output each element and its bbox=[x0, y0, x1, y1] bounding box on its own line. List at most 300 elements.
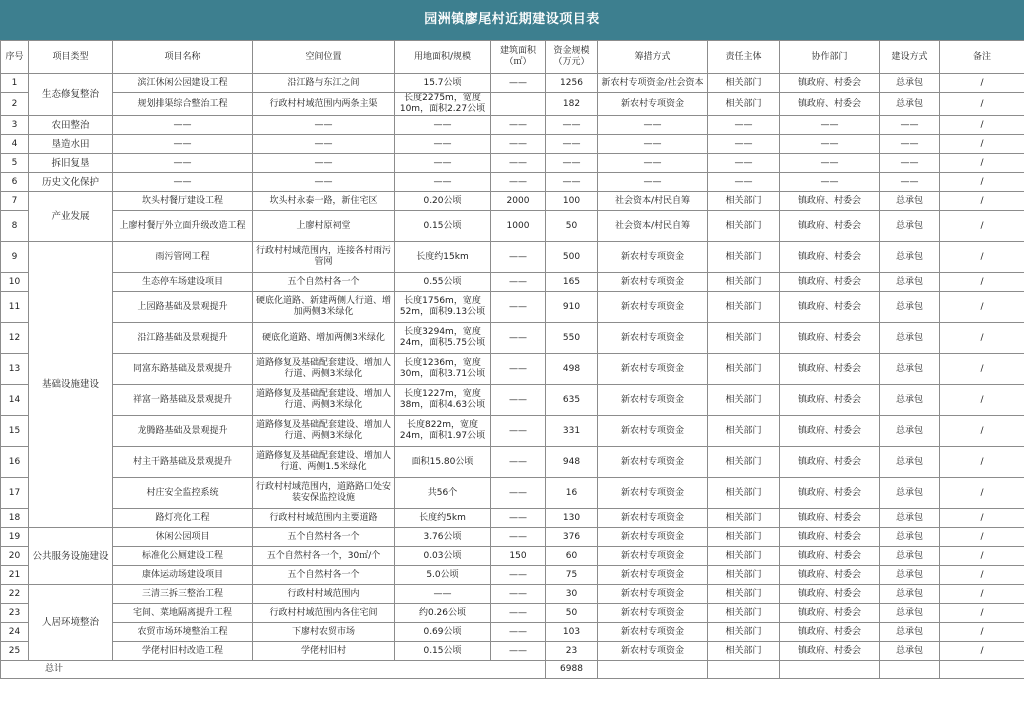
remark: / bbox=[940, 173, 1024, 192]
total-fund: 6988 bbox=[546, 661, 598, 679]
remark: / bbox=[940, 93, 1024, 116]
total-label: 总计 bbox=[1, 661, 546, 679]
row-number: 8 bbox=[1, 211, 29, 242]
construction-mode: 总承包 bbox=[880, 192, 940, 211]
funding-method: —— bbox=[598, 116, 708, 135]
construction-mode: 总承包 bbox=[880, 642, 940, 661]
building-area: —— bbox=[491, 623, 546, 642]
empty-cell bbox=[880, 661, 940, 679]
fund-scale: 498 bbox=[546, 354, 598, 385]
location: 五个自然村各一个，30㎡/个 bbox=[253, 547, 395, 566]
project-name: 上园路基础及景观提升 bbox=[113, 292, 253, 323]
area-scale: —— bbox=[395, 135, 491, 154]
funding-method: —— bbox=[598, 135, 708, 154]
funding-method: 新农村专项资金 bbox=[598, 93, 708, 116]
construction-mode: —— bbox=[880, 135, 940, 154]
row-number: 12 bbox=[1, 323, 29, 354]
location: 行政村村域范围内主要道路 bbox=[253, 509, 395, 528]
building-area: —— bbox=[491, 354, 546, 385]
area-scale: 长度1236m，宽度30m，面积3.71公顷 bbox=[395, 354, 491, 385]
project-type: 产业发展 bbox=[29, 192, 113, 242]
row-number: 20 bbox=[1, 547, 29, 566]
cooperating-dept: 镇政府、村委会 bbox=[780, 604, 880, 623]
fund-scale: 30 bbox=[546, 585, 598, 604]
table-row bbox=[1, 623, 1024, 642]
funding-method: 新农村专项资金/社会资本 bbox=[598, 74, 708, 93]
cooperating-dept: 镇政府、村委会 bbox=[780, 642, 880, 661]
remark: / bbox=[940, 604, 1024, 623]
funding-method: 新农村专项资金 bbox=[598, 528, 708, 547]
header-cell: 备注 bbox=[940, 41, 1024, 74]
cooperating-dept: 镇政府、村委会 bbox=[780, 273, 880, 292]
construction-mode: 总承包 bbox=[880, 528, 940, 547]
funding-method: 新农村专项资金 bbox=[598, 642, 708, 661]
location: 道路修复及基础配套建设、增加人行道、两侧3米绿化 bbox=[253, 416, 395, 447]
fund-scale: 331 bbox=[546, 416, 598, 447]
project-name: 沿江路基础及景观提升 bbox=[113, 323, 253, 354]
fund-scale: 23 bbox=[546, 642, 598, 661]
responsible-party: —— bbox=[708, 154, 780, 173]
project-name: 祥富一路基础及景观提升 bbox=[113, 385, 253, 416]
building-area: —— bbox=[491, 385, 546, 416]
remark: / bbox=[940, 323, 1024, 354]
area-scale: —— bbox=[395, 116, 491, 135]
table-title: 园洲镇廖尾村近期建设项目表 bbox=[0, 0, 1024, 40]
construction-mode: 总承包 bbox=[880, 211, 940, 242]
construction-mode: 总承包 bbox=[880, 623, 940, 642]
construction-mode: 总承包 bbox=[880, 509, 940, 528]
remark: / bbox=[940, 154, 1024, 173]
remark: / bbox=[940, 547, 1024, 566]
cooperating-dept: —— bbox=[780, 116, 880, 135]
funding-method: 新农村专项资金 bbox=[598, 385, 708, 416]
fund-scale: —— bbox=[546, 135, 598, 154]
funding-method: 新农村专项资金 bbox=[598, 447, 708, 478]
row-number: 17 bbox=[1, 478, 29, 509]
table-row bbox=[1, 242, 1024, 273]
construction-mode: 总承包 bbox=[880, 566, 940, 585]
project-name: 休闲公园项目 bbox=[113, 528, 253, 547]
funding-method: 新农村专项资金 bbox=[598, 354, 708, 385]
remark: / bbox=[940, 385, 1024, 416]
project-name: 路灯亮化工程 bbox=[113, 509, 253, 528]
remark: / bbox=[940, 478, 1024, 509]
construction-mode: 总承包 bbox=[880, 74, 940, 93]
fund-scale: 60 bbox=[546, 547, 598, 566]
row-number: 13 bbox=[1, 354, 29, 385]
fund-scale: 100 bbox=[546, 192, 598, 211]
remark: / bbox=[940, 116, 1024, 135]
fund-scale: 910 bbox=[546, 292, 598, 323]
project-name: 上廖村餐厅外立面升级改造工程 bbox=[113, 211, 253, 242]
fund-scale: 50 bbox=[546, 211, 598, 242]
funding-method: 新农村专项资金 bbox=[598, 623, 708, 642]
construction-mode: 总承包 bbox=[880, 547, 940, 566]
header-cell: 用地面积/规模 bbox=[395, 41, 491, 74]
responsible-party: 相关部门 bbox=[708, 623, 780, 642]
remark: / bbox=[940, 211, 1024, 242]
remark: / bbox=[940, 447, 1024, 478]
construction-mode: 总承包 bbox=[880, 585, 940, 604]
table-row bbox=[1, 585, 1024, 604]
row-number: 9 bbox=[1, 242, 29, 273]
building-area bbox=[491, 93, 546, 116]
cooperating-dept: 镇政府、村委会 bbox=[780, 74, 880, 93]
building-area: —— bbox=[491, 273, 546, 292]
building-area: —— bbox=[491, 323, 546, 354]
location: —— bbox=[253, 173, 395, 192]
table-row bbox=[1, 93, 1024, 116]
location: 行政村村域范围内两条主渠 bbox=[253, 93, 395, 116]
area-scale: 0.15公顷 bbox=[395, 642, 491, 661]
remark: / bbox=[940, 273, 1024, 292]
fund-scale: —— bbox=[546, 116, 598, 135]
building-area: 2000 bbox=[491, 192, 546, 211]
cooperating-dept: 镇政府、村委会 bbox=[780, 211, 880, 242]
remark: / bbox=[940, 566, 1024, 585]
project-name: 学佬村旧村改造工程 bbox=[113, 642, 253, 661]
cooperating-dept: 镇政府、村委会 bbox=[780, 192, 880, 211]
remark: / bbox=[940, 242, 1024, 273]
row-number: 7 bbox=[1, 192, 29, 211]
construction-mode: —— bbox=[880, 173, 940, 192]
cooperating-dept: —— bbox=[780, 154, 880, 173]
remark: / bbox=[940, 292, 1024, 323]
responsible-party: —— bbox=[708, 135, 780, 154]
header-cell: 序号 bbox=[1, 41, 29, 74]
project-name: —— bbox=[113, 154, 253, 173]
location: 行政村村域范围内各住宅间 bbox=[253, 604, 395, 623]
building-area: —— bbox=[491, 416, 546, 447]
building-area: —— bbox=[491, 528, 546, 547]
location: 坎头村永泰一路，新住宅区 bbox=[253, 192, 395, 211]
empty-cell bbox=[708, 661, 780, 679]
responsible-party: 相关部门 bbox=[708, 192, 780, 211]
location: 道路修复及基础配套建设、增加人行道、两侧1.5米绿化 bbox=[253, 447, 395, 478]
project-name: —— bbox=[113, 135, 253, 154]
table-row bbox=[1, 416, 1024, 447]
fund-scale: 376 bbox=[546, 528, 598, 547]
cooperating-dept: 镇政府、村委会 bbox=[780, 566, 880, 585]
cooperating-dept: 镇政府、村委会 bbox=[780, 585, 880, 604]
responsible-party: 相关部门 bbox=[708, 547, 780, 566]
funding-method: 新农村专项资金 bbox=[598, 273, 708, 292]
cooperating-dept: 镇政府、村委会 bbox=[780, 242, 880, 273]
project-type: 垦造水田 bbox=[29, 135, 113, 154]
row-number: 6 bbox=[1, 173, 29, 192]
responsible-party: 相关部门 bbox=[708, 416, 780, 447]
responsible-party: 相关部门 bbox=[708, 585, 780, 604]
construction-mode: 总承包 bbox=[880, 93, 940, 116]
row-number: 4 bbox=[1, 135, 29, 154]
building-area: —— bbox=[491, 566, 546, 585]
project-name: 生态停车场建设项目 bbox=[113, 273, 253, 292]
funding-method: 新农村专项资金 bbox=[598, 547, 708, 566]
row-number: 2 bbox=[1, 93, 29, 116]
row-number: 18 bbox=[1, 509, 29, 528]
funding-method: 新农村专项资金 bbox=[598, 416, 708, 447]
responsible-party: 相关部门 bbox=[708, 528, 780, 547]
empty-cell bbox=[940, 661, 1024, 679]
location: 学佬村旧村 bbox=[253, 642, 395, 661]
table-row bbox=[1, 211, 1024, 242]
fund-scale: 948 bbox=[546, 447, 598, 478]
row-number: 11 bbox=[1, 292, 29, 323]
project-type: 农田整治 bbox=[29, 116, 113, 135]
row-number: 22 bbox=[1, 585, 29, 604]
area-scale: 长度约15km bbox=[395, 242, 491, 273]
funding-method: 社会资本/村民自筹 bbox=[598, 211, 708, 242]
area-scale: 长度3294m，宽度24m，面积5.75公顷 bbox=[395, 323, 491, 354]
area-scale: 5.0公顷 bbox=[395, 566, 491, 585]
location: —— bbox=[253, 154, 395, 173]
cooperating-dept: 镇政府、村委会 bbox=[780, 447, 880, 478]
location: 五个自然村各一个 bbox=[253, 566, 395, 585]
fund-scale: 50 bbox=[546, 604, 598, 623]
building-area: —— bbox=[491, 604, 546, 623]
header-cell: 项目类型 bbox=[29, 41, 113, 74]
funding-method: 新农村专项资金 bbox=[598, 604, 708, 623]
area-scale: —— bbox=[395, 154, 491, 173]
construction-mode: 总承包 bbox=[880, 604, 940, 623]
project-name: 规划排渠综合整治工程 bbox=[113, 93, 253, 116]
responsible-party: 相关部门 bbox=[708, 478, 780, 509]
cooperating-dept: 镇政府、村委会 bbox=[780, 385, 880, 416]
area-scale: 面积15.80公顷 bbox=[395, 447, 491, 478]
funding-method: 新农村专项资金 bbox=[598, 323, 708, 354]
location: 行政村村域范围内，连接各村雨污管网 bbox=[253, 242, 395, 273]
funding-method: 社会资本/村民自筹 bbox=[598, 192, 708, 211]
building-area: —— bbox=[491, 509, 546, 528]
empty-cell bbox=[780, 661, 880, 679]
header-cell: 项目名称 bbox=[113, 41, 253, 74]
table-row bbox=[1, 154, 1024, 173]
table-row bbox=[1, 116, 1024, 135]
location: 硬底化道路、新建两侧人行道、增加两侧3米绿化 bbox=[253, 292, 395, 323]
location: 道路修复及基础配套建设、增加人行道、两侧3米绿化 bbox=[253, 354, 395, 385]
construction-mode: —— bbox=[880, 154, 940, 173]
header-cell: 责任主体 bbox=[708, 41, 780, 74]
fund-scale: —— bbox=[546, 173, 598, 192]
building-area: —— bbox=[491, 447, 546, 478]
header-row bbox=[1, 41, 1024, 74]
building-area: —— bbox=[491, 242, 546, 273]
construction-mode: 总承包 bbox=[880, 385, 940, 416]
remark: / bbox=[940, 192, 1024, 211]
building-area: —— bbox=[491, 585, 546, 604]
funding-method: 新农村专项资金 bbox=[598, 566, 708, 585]
location: —— bbox=[253, 135, 395, 154]
remark: / bbox=[940, 135, 1024, 154]
fund-scale: 165 bbox=[546, 273, 598, 292]
location: 下廖村农贸市场 bbox=[253, 623, 395, 642]
project-name: —— bbox=[113, 173, 253, 192]
table-row bbox=[1, 323, 1024, 354]
responsible-party: 相关部门 bbox=[708, 292, 780, 323]
table-row bbox=[1, 292, 1024, 323]
table-row bbox=[1, 642, 1024, 661]
cooperating-dept: 镇政府、村委会 bbox=[780, 547, 880, 566]
building-area: —— bbox=[491, 154, 546, 173]
area-scale: 长度2275m，宽度10m，面积2.27公顷 bbox=[395, 93, 491, 116]
empty-cell bbox=[598, 661, 708, 679]
construction-mode: 总承包 bbox=[880, 416, 940, 447]
location: 五个自然村各一个 bbox=[253, 528, 395, 547]
responsible-party: 相关部门 bbox=[708, 354, 780, 385]
area-scale: 0.03公顷 bbox=[395, 547, 491, 566]
area-scale: 0.69公顷 bbox=[395, 623, 491, 642]
building-area: —— bbox=[491, 135, 546, 154]
fund-scale: 1256 bbox=[546, 74, 598, 93]
cooperating-dept: 镇政府、村委会 bbox=[780, 416, 880, 447]
row-number: 23 bbox=[1, 604, 29, 623]
table-row bbox=[1, 273, 1024, 292]
responsible-party: —— bbox=[708, 173, 780, 192]
header-cell: 建设方式 bbox=[880, 41, 940, 74]
table-row bbox=[1, 354, 1024, 385]
table-row bbox=[1, 547, 1024, 566]
row-number: 25 bbox=[1, 642, 29, 661]
cooperating-dept: 镇政府、村委会 bbox=[780, 528, 880, 547]
row-number: 3 bbox=[1, 116, 29, 135]
fund-scale: 500 bbox=[546, 242, 598, 273]
cooperating-dept: 镇政府、村委会 bbox=[780, 623, 880, 642]
responsible-party: —— bbox=[708, 116, 780, 135]
responsible-party: 相关部门 bbox=[708, 642, 780, 661]
remark: / bbox=[940, 354, 1024, 385]
project-name: —— bbox=[113, 116, 253, 135]
building-area: —— bbox=[491, 173, 546, 192]
table-row bbox=[1, 528, 1024, 547]
table-row bbox=[1, 478, 1024, 509]
project-name: 村主干路基础及景观提升 bbox=[113, 447, 253, 478]
project-name: 龙腾路基础及景观提升 bbox=[113, 416, 253, 447]
project-type: 历史文化保护 bbox=[29, 173, 113, 192]
location: 行政村村域范围内，道路路口处安装安保监控设施 bbox=[253, 478, 395, 509]
fund-scale: —— bbox=[546, 154, 598, 173]
building-area: 1000 bbox=[491, 211, 546, 242]
table-row bbox=[1, 74, 1024, 93]
total-row bbox=[1, 661, 1024, 679]
construction-mode: 总承包 bbox=[880, 323, 940, 354]
header-cell: 协作部门 bbox=[780, 41, 880, 74]
cooperating-dept: —— bbox=[780, 173, 880, 192]
location: 上廖村原祠堂 bbox=[253, 211, 395, 242]
construction-mode: 总承包 bbox=[880, 242, 940, 273]
funding-method: 新农村专项资金 bbox=[598, 478, 708, 509]
funding-method: 新农村专项资金 bbox=[598, 292, 708, 323]
responsible-party: 相关部门 bbox=[708, 604, 780, 623]
construction-mode: 总承包 bbox=[880, 292, 940, 323]
row-number: 15 bbox=[1, 416, 29, 447]
project-name: 宅间、菜地隔离提升工程 bbox=[113, 604, 253, 623]
construction-mode: —— bbox=[880, 116, 940, 135]
responsible-party: 相关部门 bbox=[708, 385, 780, 416]
table-row bbox=[1, 509, 1024, 528]
responsible-party: 相关部门 bbox=[708, 447, 780, 478]
responsible-party: 相关部门 bbox=[708, 323, 780, 354]
cooperating-dept: 镇政府、村委会 bbox=[780, 478, 880, 509]
construction-mode: 总承包 bbox=[880, 273, 940, 292]
table-row bbox=[1, 192, 1024, 211]
building-area: 150 bbox=[491, 547, 546, 566]
project-type: 拆旧复垦 bbox=[29, 154, 113, 173]
responsible-party: 相关部门 bbox=[708, 242, 780, 273]
area-scale: 0.15公顷 bbox=[395, 211, 491, 242]
area-scale: 长度1756m，宽度52m，面积9.13公顷 bbox=[395, 292, 491, 323]
row-number: 21 bbox=[1, 566, 29, 585]
project-name: 康体运动场建设项目 bbox=[113, 566, 253, 585]
table-body bbox=[1, 74, 1024, 661]
responsible-party: 相关部门 bbox=[708, 509, 780, 528]
area-scale: —— bbox=[395, 173, 491, 192]
location: 五个自然村各一个 bbox=[253, 273, 395, 292]
remark: / bbox=[940, 74, 1024, 93]
construction-mode: 总承包 bbox=[880, 478, 940, 509]
funding-method: —— bbox=[598, 154, 708, 173]
row-number: 24 bbox=[1, 623, 29, 642]
area-scale: 约0.26公顷 bbox=[395, 604, 491, 623]
funding-method: 新农村专项资金 bbox=[598, 585, 708, 604]
area-scale: 0.20公顷 bbox=[395, 192, 491, 211]
fund-scale: 75 bbox=[546, 566, 598, 585]
area-scale: 0.55公顷 bbox=[395, 273, 491, 292]
project-name: 滨江休闲公园建设工程 bbox=[113, 74, 253, 93]
remark: / bbox=[940, 416, 1024, 447]
row-number: 14 bbox=[1, 385, 29, 416]
row-number: 1 bbox=[1, 74, 29, 93]
row-number: 5 bbox=[1, 154, 29, 173]
funding-method: 新农村专项资金 bbox=[598, 509, 708, 528]
row-number: 10 bbox=[1, 273, 29, 292]
project-type: 公共服务设施建设 bbox=[29, 528, 113, 585]
project-name: 同富东路基础及景观提升 bbox=[113, 354, 253, 385]
area-scale: 长度1227m，宽度38m，面积4.63公顷 bbox=[395, 385, 491, 416]
location: 道路修复及基础配套建设、增加人行道、两侧3米绿化 bbox=[253, 385, 395, 416]
area-scale: 3.76公顷 bbox=[395, 528, 491, 547]
area-scale: 共56个 bbox=[395, 478, 491, 509]
fund-scale: 635 bbox=[546, 385, 598, 416]
area-scale: —— bbox=[395, 585, 491, 604]
row-number: 16 bbox=[1, 447, 29, 478]
fund-scale: 130 bbox=[546, 509, 598, 528]
project-type: 人居环境整治 bbox=[29, 585, 113, 661]
building-area: —— bbox=[491, 292, 546, 323]
fund-scale: 182 bbox=[546, 93, 598, 116]
area-scale: 长度822m，宽度24m，面积1.97公顷 bbox=[395, 416, 491, 447]
fund-scale: 550 bbox=[546, 323, 598, 354]
header-cell: 空间位置 bbox=[253, 41, 395, 74]
cooperating-dept: 镇政府、村委会 bbox=[780, 354, 880, 385]
remark: / bbox=[940, 642, 1024, 661]
building-area: —— bbox=[491, 642, 546, 661]
table-row bbox=[1, 447, 1024, 478]
area-scale: 15.7公顷 bbox=[395, 74, 491, 93]
location: 沿江路与东江之间 bbox=[253, 74, 395, 93]
fund-scale: 16 bbox=[546, 478, 598, 509]
table-row bbox=[1, 604, 1024, 623]
table-row bbox=[1, 173, 1024, 192]
table-row bbox=[1, 566, 1024, 585]
cooperating-dept: 镇政府、村委会 bbox=[780, 509, 880, 528]
project-name: 坎头村餐厅建设工程 bbox=[113, 192, 253, 211]
project-name: 村庄安全监控系统 bbox=[113, 478, 253, 509]
table-row bbox=[1, 135, 1024, 154]
funding-method: —— bbox=[598, 173, 708, 192]
building-area: —— bbox=[491, 478, 546, 509]
responsible-party: 相关部门 bbox=[708, 211, 780, 242]
project-name: 三清三拆三整治工程 bbox=[113, 585, 253, 604]
